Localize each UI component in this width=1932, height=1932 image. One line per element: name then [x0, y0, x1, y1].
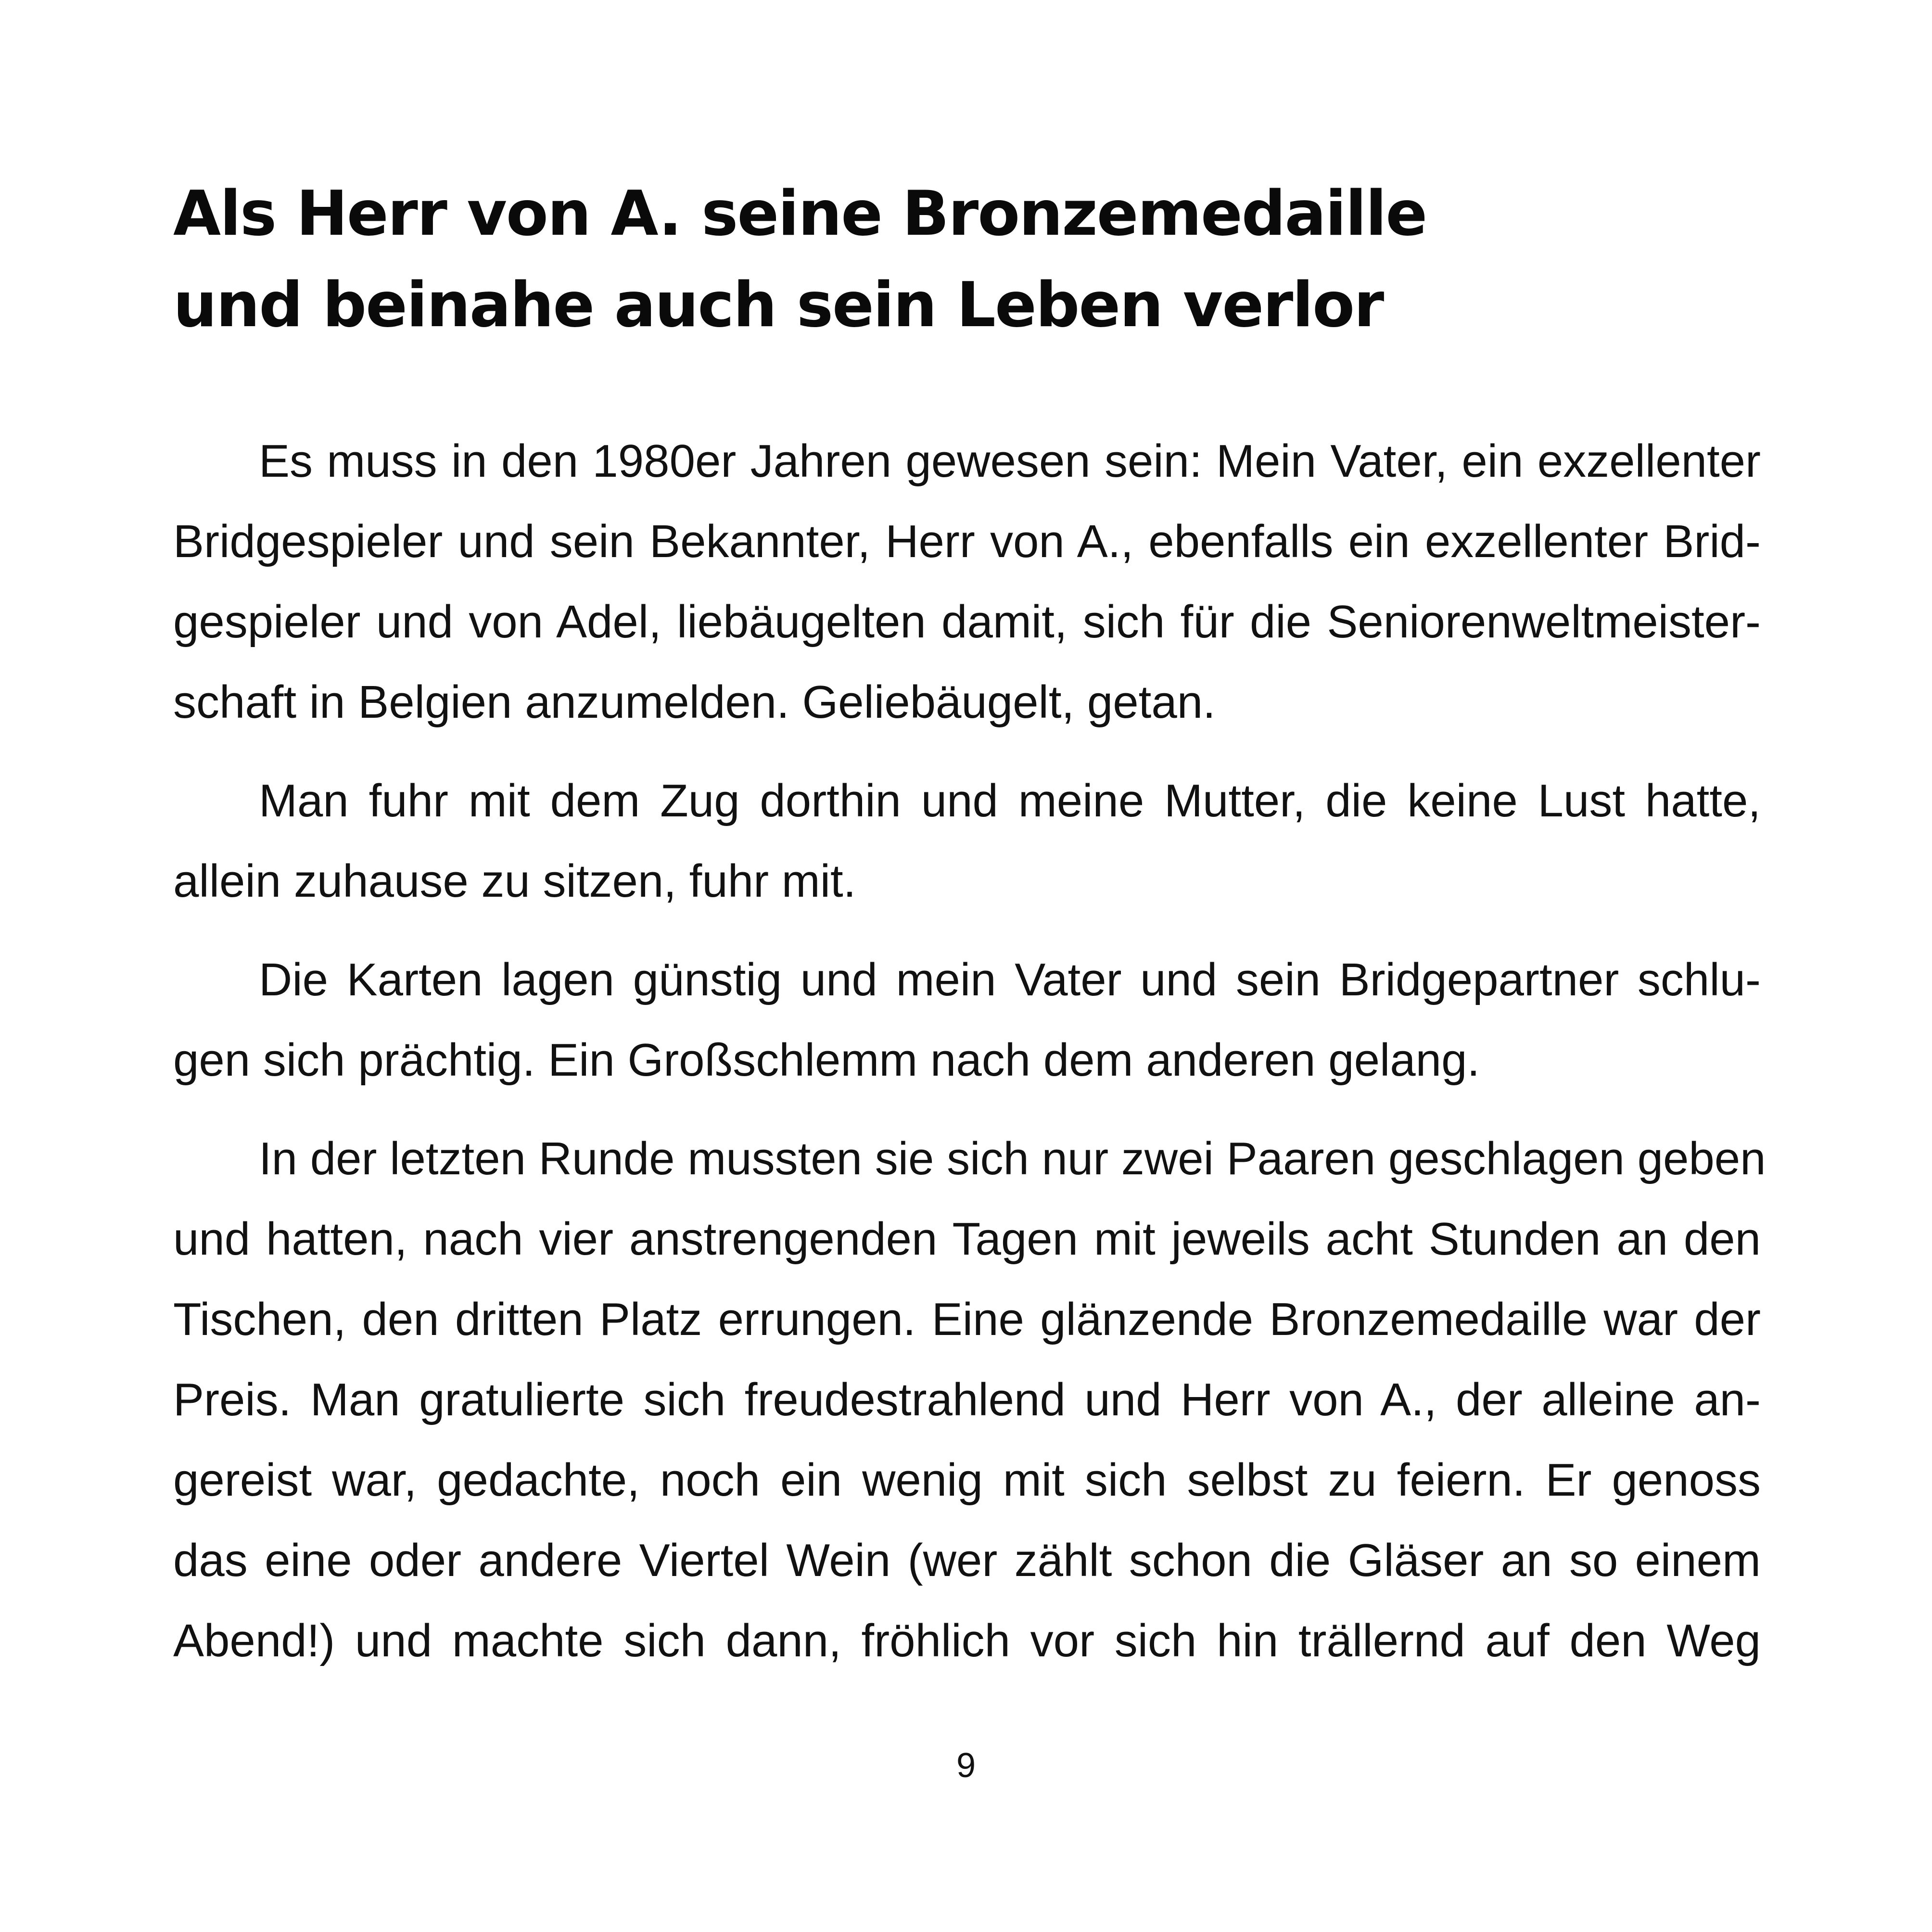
- text-line: schaft in Belgien anzumelden. Geliebäugelt, getan.: [173, 676, 1216, 728]
- paragraph-4: [173, 1119, 1766, 1681]
- chapter-title-line-2: und beinahe auch sein Leben verlor: [173, 269, 1384, 341]
- text-line: und hatten, nach vier anstrengenden Tagen mit jeweils acht Stunden an den: [173, 1213, 1761, 1265]
- paragraph-2: [173, 761, 1761, 921]
- body-text: [173, 421, 1766, 1699]
- paragraph-3: [173, 940, 1761, 1100]
- paragraph-1: [173, 421, 1761, 742]
- text-line: das eine oder andere Viertel Wein (wer zählt schon die Gläser an so einem: [173, 1535, 1761, 1586]
- page-number: 9: [956, 1746, 976, 1785]
- text-line: In der letzten Runde mussten sie sich nur zwei Paaren geschlagen geben: [259, 1133, 1766, 1184]
- text-line: Die Karten lagen günstig und mein Vater und sein Bridgepartner schlu-: [259, 954, 1761, 1005]
- text-line: Abend!) und machte sich dann, fröhlich vor sich hin trällernd auf den Weg: [173, 1615, 1761, 1666]
- text-line: Tischen, den dritten Platz errungen. Eine glänzende Bronzemedaille war der: [173, 1294, 1761, 1345]
- text-line: Preis. Man gratulierte sich freudestrahlend und Herr von A., der alleine an-: [173, 1374, 1761, 1425]
- text-line: gespieler und von Adel, liebäugelten damit, sich für die Seniorenweltmeister-: [173, 596, 1761, 648]
- chapter-title-line-1: Als Herr von A. seine Bronzemedaille: [173, 178, 1427, 250]
- chapter-title: [173, 168, 1761, 351]
- text-line: Man fuhr mit dem Zug dorthin und meine Mutter, die keine Lust hatte,: [259, 775, 1761, 826]
- text-line: gereist war, gedachte, noch ein wenig mit sich selbst zu feiern. Er genoss: [173, 1454, 1761, 1506]
- text-line: allein zuhause zu sitzen, fuhr mit.: [173, 855, 856, 907]
- text-line: gen sich prächtig. Ein Großschlemm nach dem anderen gelang.: [173, 1034, 1480, 1086]
- text-line: Es muss in den 1980er Jahren gewesen sein: Mein Vater, ein exzellenter: [259, 435, 1761, 487]
- text-line: Bridgespieler und sein Bekannter, Herr von A., ebenfalls ein exzellenter Brid-: [173, 516, 1761, 567]
